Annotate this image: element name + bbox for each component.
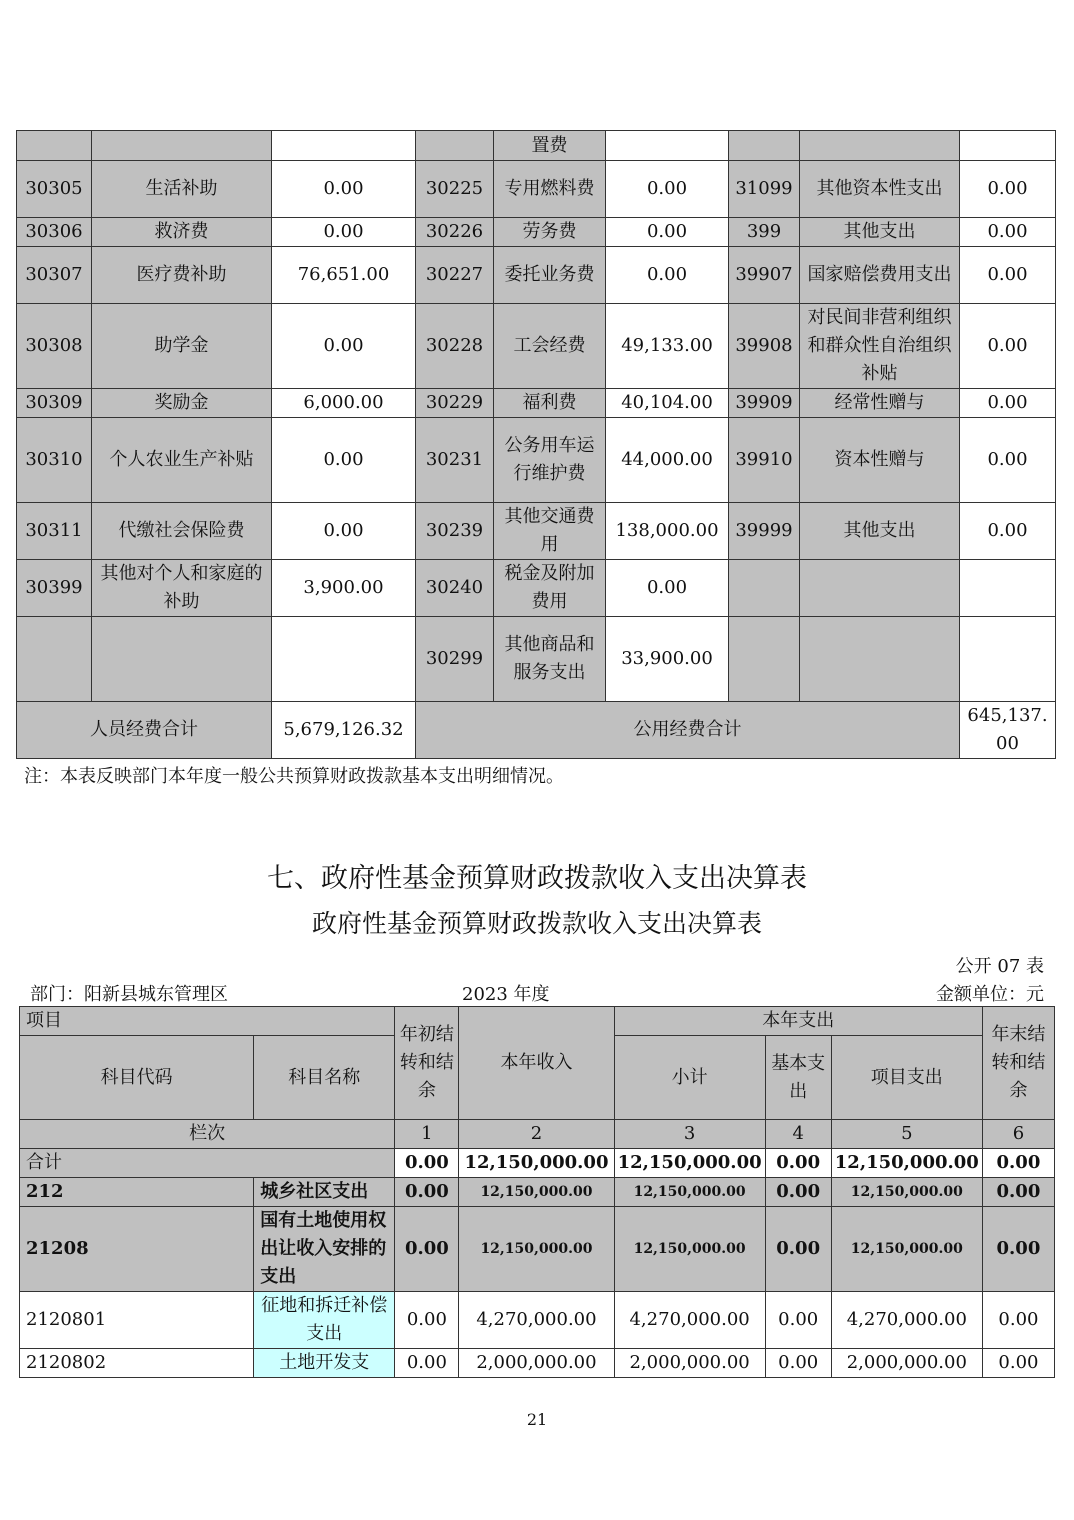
cell: 12,150,000.00	[614, 1207, 765, 1292]
cell: 40,104.00	[606, 389, 729, 418]
cell: 0.00	[272, 503, 416, 560]
page-number: 21	[526, 1410, 548, 1429]
cell-code: 2120801	[20, 1292, 254, 1349]
cell: 0.00	[982, 1149, 1054, 1178]
cell: 奖励金	[92, 389, 272, 418]
section-title: 七、政府性基金预算财政拨款收入支出决算表	[267, 863, 807, 894]
header-expense: 本年支出	[614, 1007, 982, 1036]
cell: 助学金	[92, 304, 272, 389]
cell: 0.00	[960, 218, 1056, 247]
cell: 39909	[729, 389, 800, 418]
header-row	[20, 1007, 1055, 1036]
cell-code: 21208	[20, 1207, 254, 1292]
cell: 39907	[729, 247, 800, 304]
cell	[17, 131, 92, 161]
personnel-total-label: 人员经费合计	[17, 702, 272, 759]
cell: 0.00	[982, 1292, 1054, 1349]
cell: 0.00	[765, 1292, 831, 1349]
table-row	[17, 304, 1056, 389]
column-index-label: 栏次	[20, 1120, 395, 1149]
cell	[729, 617, 800, 702]
cell: 生活补助	[92, 161, 272, 218]
header-subtotal: 小计	[614, 1036, 765, 1120]
cell: 代缴社会保险费	[92, 503, 272, 560]
cell: 30240	[416, 560, 494, 617]
cell: 4,270,000.00	[459, 1292, 614, 1349]
amount-unit: 金额单位：元	[936, 984, 1044, 1005]
cell: 0.00	[960, 161, 1056, 218]
cell: 0.00	[960, 247, 1056, 304]
cell: 31099	[729, 161, 800, 218]
table-row	[17, 247, 1056, 304]
cell	[272, 617, 416, 702]
cell: 0.00	[982, 1178, 1054, 1207]
cell: 30226	[416, 218, 494, 247]
cell	[960, 560, 1056, 617]
cell: 30231	[416, 418, 494, 503]
cell: 0.00	[960, 503, 1056, 560]
column-index: 6	[982, 1120, 1054, 1149]
cell: 其他支出	[800, 503, 960, 560]
cell: 0.00	[272, 304, 416, 389]
cell: 经常性赠与	[800, 389, 960, 418]
table-row	[17, 418, 1056, 503]
cell: 税金及附加费用	[494, 560, 606, 617]
cell: 6,000.00	[272, 389, 416, 418]
header-name: 科目名称	[254, 1036, 395, 1120]
cell	[729, 131, 800, 161]
table-row	[20, 1349, 1055, 1378]
cell: 0.00	[606, 560, 729, 617]
cell	[960, 131, 1056, 161]
cell: 30229	[416, 389, 494, 418]
header-basic: 基本支出	[765, 1036, 831, 1120]
cell: 个人农业生产补贴	[92, 418, 272, 503]
cell: 工会经费	[494, 304, 606, 389]
cell: 0.00	[982, 1207, 1054, 1292]
cell-code: 2120802	[20, 1349, 254, 1378]
government-fund-table	[19, 1006, 1055, 1378]
column-index: 3	[614, 1120, 765, 1149]
cell: 12,150,000.00	[614, 1178, 765, 1207]
cell: 30227	[416, 247, 494, 304]
public-total-value: 645,137.00	[960, 702, 1056, 759]
cell: 0.00	[272, 218, 416, 247]
cell: 其他支出	[800, 218, 960, 247]
cell-name: 城乡社区支出	[254, 1178, 395, 1207]
cell	[800, 131, 960, 161]
cell-name: 土地开发支	[254, 1349, 395, 1378]
cell	[729, 560, 800, 617]
cell: 0.00	[395, 1149, 459, 1178]
cell: 0.00	[272, 161, 416, 218]
cell: 公务用车运行维护费	[494, 418, 606, 503]
cell: 76,651.00	[272, 247, 416, 304]
cell: 0.00	[606, 247, 729, 304]
cell: 30307	[17, 247, 92, 304]
cell: 30309	[17, 389, 92, 418]
header-project: 项目支出	[831, 1036, 982, 1120]
cell: 12,150,000.00	[614, 1149, 765, 1178]
table-title: 政府性基金预算财政拨款收入支出决算表	[311, 909, 762, 938]
column-index: 1	[395, 1120, 459, 1149]
cell: 专用燃料费	[494, 161, 606, 218]
cell: 30299	[416, 617, 494, 702]
cell: 30306	[17, 218, 92, 247]
personnel-total-value: 5,679,126.32	[272, 702, 416, 759]
cell: 2,000,000.00	[614, 1349, 765, 1378]
cell	[416, 131, 494, 161]
cell: 4,270,000.00	[614, 1292, 765, 1349]
cell: 对民间非营利组织和群众性自治组织补贴	[800, 304, 960, 389]
cell: 救济费	[92, 218, 272, 247]
cell: 劳务费	[494, 218, 606, 247]
cell: 医疗费补助	[92, 247, 272, 304]
cell: 12,150,000.00	[831, 1149, 982, 1178]
cell: 0.00	[606, 218, 729, 247]
table-row	[17, 218, 1056, 247]
column-number-row	[20, 1120, 1055, 1149]
cell: 0.00	[606, 161, 729, 218]
cell: 4,270,000.00	[831, 1292, 982, 1349]
cell: 30399	[17, 560, 92, 617]
totals-row	[17, 702, 1056, 759]
cell: 0.00	[765, 1178, 831, 1207]
form-number: 公开 07 表	[955, 956, 1044, 977]
header-item: 项目	[20, 1007, 395, 1036]
cell: 0.00	[395, 1349, 459, 1378]
cell	[606, 131, 729, 161]
cell: 其他交通费用	[494, 503, 606, 560]
cell	[92, 131, 272, 161]
cell: 3,900.00	[272, 560, 416, 617]
cell: 置费	[494, 131, 606, 161]
header-begin-balance: 年初结转和结余	[395, 1007, 459, 1120]
table-row	[17, 389, 1056, 418]
cell: 39908	[729, 304, 800, 389]
table-row	[20, 1207, 1055, 1292]
cell	[800, 560, 960, 617]
table-row	[17, 560, 1056, 617]
cell: 资本性赠与	[800, 418, 960, 503]
cell: 33,900.00	[606, 617, 729, 702]
cell: 30239	[416, 503, 494, 560]
cell-code: 212	[20, 1178, 254, 1207]
cell: 2,000,000.00	[459, 1349, 614, 1378]
header-code: 科目代码	[20, 1036, 254, 1120]
cell	[800, 617, 960, 702]
table-note: 注：本表反映部门本年度一般公共预算财政拨款基本支出明细情况。	[24, 766, 564, 787]
cell: 0.00	[765, 1149, 831, 1178]
cell: 12,150,000.00	[831, 1207, 982, 1292]
cell: 委托业务费	[494, 247, 606, 304]
table-row	[17, 161, 1056, 218]
cell: 0.00	[960, 304, 1056, 389]
cell: 30310	[17, 418, 92, 503]
cell: 0.00	[960, 418, 1056, 503]
cell: 其他商品和服务支出	[494, 617, 606, 702]
cell-name: 国有土地使用权出让收入安排的支出	[254, 1207, 395, 1292]
header-income: 本年收入	[459, 1007, 614, 1120]
public-total-label: 公用经费合计	[416, 702, 960, 759]
cell: 0.00	[982, 1349, 1054, 1378]
cell: 2,000,000.00	[831, 1349, 982, 1378]
table-row	[20, 1178, 1055, 1207]
cell: 39999	[729, 503, 800, 560]
column-index: 4	[765, 1120, 831, 1149]
column-index: 5	[831, 1120, 982, 1149]
cell: 国家赔偿费用支出	[800, 247, 960, 304]
cell	[92, 617, 272, 702]
table-row	[17, 131, 1056, 161]
cell: 0.00	[395, 1207, 459, 1292]
table-row	[17, 617, 1056, 702]
basic-expenditure-table	[16, 130, 1056, 759]
cell	[272, 131, 416, 161]
cell: 0.00	[395, 1292, 459, 1349]
fiscal-year: 2023 年度	[462, 984, 550, 1005]
cell: 其他资本性支出	[800, 161, 960, 218]
cell: 0.00	[765, 1207, 831, 1292]
cell: 0.00	[272, 418, 416, 503]
cell: 49,133.00	[606, 304, 729, 389]
cell: 30311	[17, 503, 92, 560]
cell: 12,150,000.00	[459, 1149, 614, 1178]
total-label: 合计	[20, 1149, 395, 1178]
cell: 30308	[17, 304, 92, 389]
column-index: 2	[459, 1120, 614, 1149]
cell: 12,150,000.00	[459, 1207, 614, 1292]
cell: 44,000.00	[606, 418, 729, 503]
cell: 399	[729, 218, 800, 247]
total-row	[20, 1149, 1055, 1178]
cell: 12,150,000.00	[459, 1178, 614, 1207]
table-row	[17, 503, 1056, 560]
cell-name: 征地和拆迁补偿支出	[254, 1292, 395, 1349]
table-row	[20, 1292, 1055, 1349]
cell: 30225	[416, 161, 494, 218]
cell: 0.00	[765, 1349, 831, 1378]
cell: 福利费	[494, 389, 606, 418]
cell: 30305	[17, 161, 92, 218]
cell: 其他对个人和家庭的补助	[92, 560, 272, 617]
department-label: 部门：阳新县城东管理区	[30, 984, 228, 1005]
cell: 0.00	[960, 389, 1056, 418]
cell: 138,000.00	[606, 503, 729, 560]
cell	[960, 617, 1056, 702]
cell	[17, 617, 92, 702]
cell: 30228	[416, 304, 494, 389]
cell: 12,150,000.00	[831, 1178, 982, 1207]
cell: 0.00	[395, 1178, 459, 1207]
cell: 39910	[729, 418, 800, 503]
header-end-balance: 年末结转和结余	[982, 1007, 1054, 1120]
